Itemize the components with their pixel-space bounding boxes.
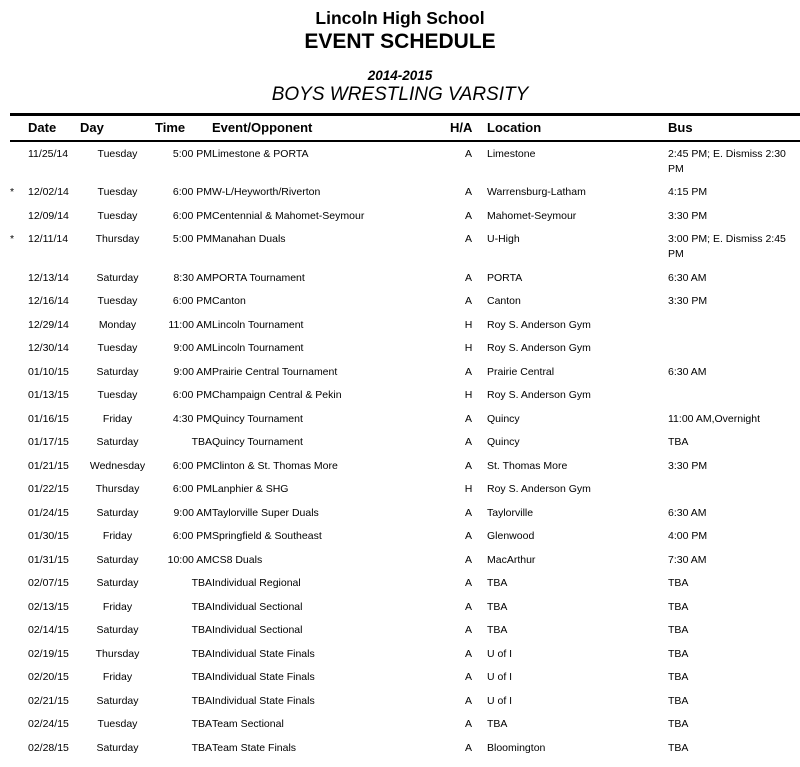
table-row bbox=[10, 501, 800, 525]
col-header-time: Time bbox=[155, 120, 186, 135]
row-home-away: A bbox=[464, 295, 472, 307]
row-event: Manahan Duals bbox=[212, 233, 286, 245]
row-day: Saturday bbox=[96, 624, 139, 636]
row-event: Lincoln Tournament bbox=[212, 342, 304, 354]
row-event: Prairie Central Tournament bbox=[212, 365, 338, 378]
row-date: 12/02/14 bbox=[28, 186, 69, 198]
row-day: Saturday bbox=[96, 553, 139, 566]
row-event: Individual State Finals bbox=[212, 694, 315, 707]
row-event: Clinton & St. Thomas More bbox=[212, 459, 338, 472]
row-bus bbox=[668, 337, 800, 361]
row-bus: 3:30 PM bbox=[668, 295, 708, 307]
row-home-away: A bbox=[464, 436, 472, 448]
row-day: Tuesday bbox=[97, 342, 138, 354]
row-day: Tuesday bbox=[97, 389, 138, 401]
row-day: Saturday bbox=[96, 741, 139, 754]
row-flag bbox=[10, 454, 28, 478]
row-bus: TBA bbox=[668, 718, 689, 730]
table-body bbox=[10, 141, 800, 760]
row-home-away: A bbox=[464, 271, 472, 284]
row-date: 02/14/15 bbox=[28, 624, 69, 636]
row-date: 01/24/15 bbox=[28, 506, 69, 519]
row-bus: 2:45 PM; E. Dismiss 2:30 PM bbox=[668, 147, 786, 175]
row-time: TBA bbox=[191, 600, 212, 613]
row-location: PORTA bbox=[487, 271, 523, 284]
table-row bbox=[10, 525, 800, 549]
row-day: Saturday bbox=[96, 365, 139, 378]
table-row bbox=[10, 228, 800, 267]
table-row bbox=[10, 384, 800, 408]
row-date: 12/16/14 bbox=[28, 295, 69, 307]
row-location: Glenwood bbox=[487, 530, 535, 542]
table-row bbox=[10, 141, 800, 181]
row-time: 6:00 PM bbox=[172, 483, 212, 495]
table-row bbox=[10, 595, 800, 619]
row-event: CS8 Duals bbox=[212, 553, 263, 566]
row-event: Lanphier & SHG bbox=[212, 483, 289, 495]
col-header-location: Location bbox=[487, 120, 542, 135]
table-row bbox=[10, 548, 800, 572]
row-day: Friday bbox=[102, 530, 133, 542]
row-event: Team State Finals bbox=[212, 741, 297, 754]
table-row bbox=[10, 713, 800, 737]
row-date: 02/28/15 bbox=[28, 741, 69, 754]
row-home-away: A bbox=[464, 365, 472, 378]
row-time: TBA bbox=[191, 577, 212, 589]
row-day: Wednesday bbox=[89, 459, 146, 472]
row-location: Quincy bbox=[487, 412, 520, 425]
row-flag bbox=[10, 666, 28, 690]
row-day: Tuesday bbox=[97, 147, 138, 160]
row-time: 10:00 AM bbox=[167, 553, 212, 566]
row-time: 6:00 PM bbox=[172, 530, 212, 542]
row-bus: TBA bbox=[668, 741, 689, 754]
row-bus: TBA bbox=[668, 600, 689, 613]
row-bus: 3:30 PM bbox=[668, 209, 708, 222]
row-home-away: A bbox=[464, 600, 472, 613]
row-flag bbox=[10, 595, 28, 619]
row-event: Quincy Tournament bbox=[212, 412, 303, 425]
row-time: 5:00 PM bbox=[172, 147, 212, 160]
row-bus: 4:00 PM bbox=[668, 530, 708, 542]
table-row bbox=[10, 736, 800, 760]
table-row bbox=[10, 181, 800, 205]
row-time: 6:00 PM bbox=[172, 459, 212, 472]
row-day: Saturday bbox=[96, 271, 139, 284]
table-row bbox=[10, 642, 800, 666]
row-time: 8:30 AM bbox=[173, 271, 212, 284]
row-date: 01/21/15 bbox=[28, 459, 69, 472]
table-row bbox=[10, 454, 800, 478]
row-bus: TBA bbox=[668, 694, 689, 707]
col-header-date: Date bbox=[28, 120, 57, 135]
row-location: MacArthur bbox=[487, 553, 536, 566]
row-flag bbox=[10, 525, 28, 549]
row-flag bbox=[10, 360, 28, 384]
row-location: Taylorville bbox=[487, 506, 534, 519]
row-home-away: A bbox=[464, 624, 472, 636]
row-event: Individual State Finals bbox=[212, 671, 315, 683]
table-row bbox=[10, 290, 800, 314]
row-day: Tuesday bbox=[97, 295, 138, 307]
row-time: 6:00 PM bbox=[172, 295, 212, 307]
row-home-away: A bbox=[464, 647, 472, 660]
row-home-away: H bbox=[464, 318, 473, 331]
row-flag bbox=[10, 736, 28, 760]
row-date: 12/30/14 bbox=[28, 342, 69, 354]
row-location: Canton bbox=[487, 295, 521, 307]
row-home-away: A bbox=[464, 671, 472, 683]
table-row bbox=[10, 619, 800, 643]
row-event: Canton bbox=[212, 295, 246, 307]
row-event: Individual Sectional bbox=[212, 624, 303, 636]
row-home-away: H bbox=[464, 389, 473, 401]
row-bus: 3:30 PM bbox=[668, 459, 708, 472]
row-home-away: A bbox=[464, 741, 472, 754]
row-location: Roy S. Anderson Gym bbox=[487, 318, 591, 331]
col-header-ha: H/A bbox=[450, 120, 473, 135]
row-bus: 7:30 AM bbox=[668, 553, 707, 566]
row-day: Saturday bbox=[96, 506, 139, 519]
page-title: EVENT SCHEDULE bbox=[304, 30, 496, 53]
row-time: 4:30 PM bbox=[172, 412, 212, 425]
row-time: 5:00 PM bbox=[172, 233, 212, 245]
row-event: Individual Sectional bbox=[212, 600, 303, 613]
row-bus bbox=[668, 478, 800, 502]
table-header bbox=[10, 115, 800, 142]
row-date: 01/30/15 bbox=[28, 530, 69, 542]
row-location: Limestone bbox=[487, 147, 536, 160]
row-location: Quincy bbox=[487, 436, 520, 448]
row-flag bbox=[10, 384, 28, 408]
row-flag bbox=[10, 407, 28, 431]
row-date: 12/29/14 bbox=[28, 318, 69, 331]
row-location: U of I bbox=[487, 671, 513, 683]
col-header-bus: Bus bbox=[668, 120, 693, 135]
row-day: Saturday bbox=[96, 436, 139, 448]
row-event: Taylorville Super Duals bbox=[212, 506, 319, 519]
row-date: 02/20/15 bbox=[28, 671, 69, 683]
table-row bbox=[10, 431, 800, 455]
row-bus: TBA bbox=[668, 647, 689, 660]
row-flag bbox=[10, 689, 28, 713]
row-date: 01/22/15 bbox=[28, 483, 69, 495]
row-home-away: A bbox=[464, 553, 472, 566]
row-event: Lincoln Tournament bbox=[212, 318, 304, 331]
row-date: 02/19/15 bbox=[28, 647, 69, 660]
row-flag bbox=[10, 642, 28, 666]
row-date: 01/10/15 bbox=[28, 365, 69, 378]
row-location: Roy S. Anderson Gym bbox=[487, 342, 591, 354]
table-row bbox=[10, 337, 800, 361]
row-bus: TBA bbox=[668, 671, 689, 683]
table-header-row bbox=[10, 115, 800, 142]
row-home-away: H bbox=[464, 483, 473, 495]
row-home-away: A bbox=[464, 694, 472, 707]
schedule-table bbox=[10, 113, 800, 760]
row-location: Roy S. Anderson Gym bbox=[487, 389, 591, 401]
table-row bbox=[10, 572, 800, 596]
table-row bbox=[10, 666, 800, 690]
row-date: 12/11/14 bbox=[28, 233, 69, 245]
row-event: W-L/Heyworth/Riverton bbox=[212, 186, 321, 198]
row-home-away: A bbox=[464, 186, 472, 198]
row-location: St. Thomas More bbox=[487, 459, 568, 472]
row-home-away: A bbox=[464, 506, 472, 519]
table-row bbox=[10, 360, 800, 384]
row-flag: * bbox=[10, 233, 15, 245]
row-home-away: A bbox=[464, 412, 472, 425]
row-flag bbox=[10, 501, 28, 525]
row-time: 6:00 PM bbox=[172, 209, 212, 222]
row-home-away: A bbox=[464, 718, 472, 730]
row-home-away: H bbox=[464, 342, 473, 354]
row-location: Mahomet-Seymour bbox=[487, 209, 577, 222]
row-event: Team Sectional bbox=[212, 718, 284, 730]
row-bus: TBA bbox=[668, 624, 689, 636]
row-bus bbox=[668, 384, 800, 408]
row-event: PORTA Tournament bbox=[212, 271, 305, 284]
table-row bbox=[10, 313, 800, 337]
row-event: Quincy Tournament bbox=[212, 436, 303, 448]
row-flag bbox=[10, 266, 28, 290]
row-bus bbox=[668, 313, 800, 337]
row-time: TBA bbox=[191, 671, 212, 683]
row-location: U of I bbox=[487, 694, 513, 707]
row-event: Limestone & PORTA bbox=[212, 147, 309, 160]
row-time: TBA bbox=[191, 647, 212, 660]
row-bus: 3:00 PM; E. Dismiss 2:45 PM bbox=[668, 233, 786, 260]
row-time: 9:00 AM bbox=[173, 365, 212, 378]
col-header-flag bbox=[10, 115, 28, 142]
row-date: 02/07/15 bbox=[28, 577, 69, 589]
row-date: 12/13/14 bbox=[28, 271, 69, 284]
row-time: TBA bbox=[191, 718, 212, 730]
row-time: 9:00 AM bbox=[173, 342, 212, 354]
row-flag bbox=[10, 290, 28, 314]
row-home-away: A bbox=[464, 209, 472, 222]
row-bus: 6:30 AM bbox=[668, 271, 707, 284]
row-time: 6:00 PM bbox=[172, 389, 212, 401]
row-day: Saturday bbox=[96, 577, 139, 589]
school-name: Lincoln High School bbox=[315, 8, 485, 28]
row-flag bbox=[10, 478, 28, 502]
row-date: 01/31/15 bbox=[28, 553, 69, 566]
row-event: Springfield & Southeast bbox=[212, 530, 322, 542]
row-flag bbox=[10, 548, 28, 572]
row-location: U-High bbox=[487, 233, 520, 245]
row-flag bbox=[10, 141, 28, 181]
row-date: 12/09/14 bbox=[28, 209, 69, 222]
row-date: 01/17/15 bbox=[28, 436, 69, 448]
table-row bbox=[10, 478, 800, 502]
row-location: TBA bbox=[487, 577, 508, 589]
row-bus: 6:30 AM bbox=[668, 365, 707, 378]
row-date: 02/13/15 bbox=[28, 600, 69, 613]
season-label: 2014-2015 bbox=[367, 68, 433, 83]
row-event: Centennial & Mahomet-Seymour bbox=[212, 209, 365, 222]
row-event: Individual Regional bbox=[212, 577, 301, 589]
row-location: TBA bbox=[487, 624, 508, 636]
row-time: 9:00 AM bbox=[173, 506, 212, 519]
row-flag bbox=[10, 204, 28, 228]
row-bus: 11:00 AM,Overnight bbox=[668, 412, 761, 425]
row-time: 6:00 PM bbox=[172, 186, 212, 198]
row-date: 02/24/15 bbox=[28, 718, 69, 730]
row-flag bbox=[10, 619, 28, 643]
row-flag bbox=[10, 431, 28, 455]
row-day: Friday bbox=[102, 600, 133, 613]
row-day: Tuesday bbox=[97, 186, 138, 198]
row-day: Tuesday bbox=[97, 209, 138, 222]
row-time: 11:00 AM bbox=[168, 318, 212, 331]
row-location: Roy S. Anderson Gym bbox=[487, 483, 591, 495]
table-row bbox=[10, 266, 800, 290]
row-time: TBA bbox=[191, 741, 212, 754]
row-event: Champaign Central & Pekin bbox=[212, 389, 342, 401]
row-date: 02/21/15 bbox=[28, 694, 69, 707]
row-bus: 6:30 AM bbox=[668, 506, 707, 519]
row-home-away: A bbox=[464, 459, 472, 472]
row-day: Monday bbox=[98, 318, 137, 331]
row-location: TBA bbox=[487, 600, 508, 613]
row-flag bbox=[10, 313, 28, 337]
row-date: 01/16/15 bbox=[28, 412, 69, 425]
row-bus: 4:15 PM bbox=[668, 186, 708, 198]
row-day: Thursday bbox=[95, 647, 140, 660]
col-header-event: Event/Opponent bbox=[212, 120, 313, 135]
row-day: Friday bbox=[102, 671, 133, 683]
row-day: Tuesday bbox=[97, 718, 138, 730]
row-time: TBA bbox=[191, 436, 212, 448]
row-day: Saturday bbox=[96, 694, 139, 707]
document-header bbox=[0, 0, 800, 106]
row-bus: TBA bbox=[668, 577, 689, 589]
row-date: 01/13/15 bbox=[28, 389, 69, 401]
row-home-away: A bbox=[464, 233, 472, 245]
row-flag bbox=[10, 713, 28, 737]
row-day: Thursday bbox=[95, 483, 140, 495]
col-header-day: Day bbox=[80, 120, 104, 135]
team-title: BOYS WRESTLING VARSITY bbox=[271, 84, 529, 105]
table-row bbox=[10, 204, 800, 228]
row-flag bbox=[10, 337, 28, 361]
row-day: Thursday bbox=[95, 233, 140, 245]
row-time: TBA bbox=[191, 624, 212, 636]
row-date: 11/25/14 bbox=[28, 147, 69, 160]
row-event: Individual State Finals bbox=[212, 647, 315, 660]
row-location: Bloomington bbox=[487, 741, 546, 754]
row-home-away: A bbox=[464, 147, 472, 160]
row-location: TBA bbox=[487, 718, 508, 730]
row-location: Warrensburg-Latham bbox=[487, 186, 586, 198]
row-location: U of I bbox=[487, 647, 513, 660]
row-location: Prairie Central bbox=[487, 365, 555, 378]
row-day: Friday bbox=[102, 412, 133, 425]
row-bus: TBA bbox=[668, 436, 689, 448]
row-flag bbox=[10, 572, 28, 596]
row-home-away: A bbox=[464, 530, 472, 542]
row-flag: * bbox=[10, 186, 15, 198]
row-home-away: A bbox=[464, 577, 472, 589]
row-time: TBA bbox=[191, 694, 212, 707]
table-row bbox=[10, 689, 800, 713]
table-row bbox=[10, 407, 800, 431]
